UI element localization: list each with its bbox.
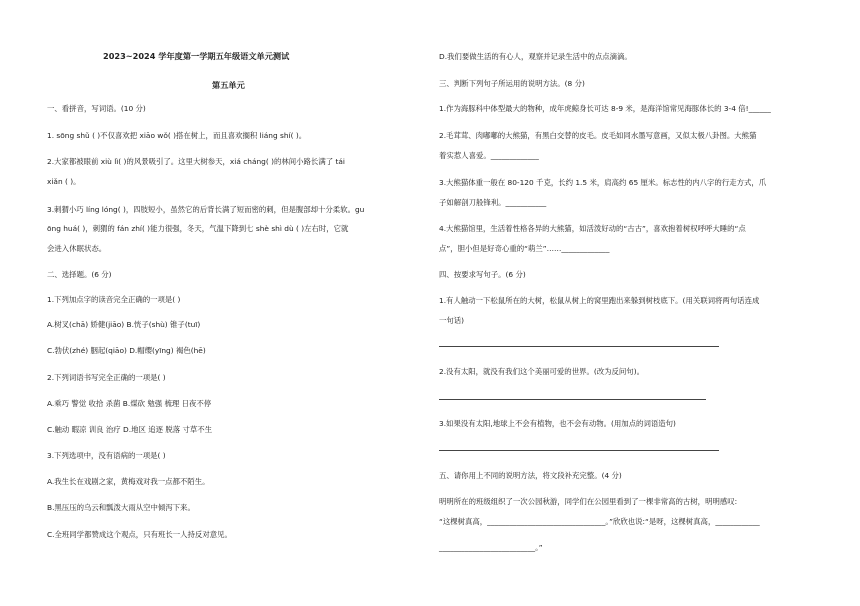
section-4-heading: 四、按要求写句子。(6 分) — [439, 270, 526, 279]
passage-text: 明明所在的班级组织了一次公园秋游，同学们在公园里看到了一棵非常高的古树，明明感叹: — [439, 497, 738, 506]
choice-option: B.黑压压的乌云和瓢泼大雨从空中倾泻下来。 — [47, 503, 195, 512]
question-text: 2.毛茸茸、肉嘟嘟的大熊猫，有黑白交替的皮毛。皮毛如同水墨写意画，又似太极八卦图。大熊猫 — [439, 131, 757, 140]
unit-title: 第五单元 — [212, 80, 245, 90]
choice-option: A.乘巧 警觉 收拾 杀菌 B.煤砍 勉强 梳理 日夜不停 — [47, 399, 212, 408]
answer-line[interactable] — [439, 346, 719, 347]
question-text: 3.如果没有太阳,地球上不会有植物，也不会有动物。(用加点的词语造句) — [439, 419, 676, 428]
choice-option: C.触动 暇凉 训良 治疗 D.地区 追逐 脱落 寸草不生 — [47, 425, 213, 434]
question-text: 1.下列加点字的读音完全正确的一项是( ) — [47, 295, 181, 304]
question-text: ōng huá( )，刺猬的 fán zhí( )能力很强，冬天，气温下降到七 shè shì dù ( )左右时，它就 — [47, 224, 349, 233]
question-text: xiǎn ( )。 — [47, 177, 81, 186]
question-text: 一句话) — [439, 316, 465, 325]
choice-option: C.勃伏(zhé) 胭起(qiāo) D.帽缨(yīng) 褐色(hē) — [47, 346, 206, 355]
choice-option: C.全班同学都赞成这个观点，只有班长一人持反对意见。 — [47, 530, 232, 539]
question-text: 2.下列词语书写完全正确的一项是( ) — [47, 373, 166, 382]
question-text: 2.大家都被眼前 xiù lì( )的风景吸引了。这里大树参天，xiá cháng( )的林间小路长满了 tái — [47, 157, 345, 166]
question-text: 子如解剖刀般锋利。___________ — [439, 198, 547, 207]
answer-line[interactable] — [439, 450, 719, 451]
section-3-heading: 三、判断下列句子所运用的说明方法。(8 分) — [439, 79, 585, 88]
question-text: 2.没有太阳，就没有我们这个美丽可爱的世界。(改为反问句)。 — [439, 367, 644, 376]
passage-text: “这棵树真高，________________________________。”欣欣也说:“是呀，这棵树真高，____________ — [439, 517, 760, 526]
answer-line[interactable] — [439, 399, 706, 400]
question-text: 着实惹人喜爱。_____________ — [439, 151, 539, 160]
choice-option: A.树叉(chā) 娇健(jiāo) B.恍子(shù) 锥子(tuī) — [47, 320, 201, 329]
question-text: 会进入休眠状态。 — [47, 244, 107, 253]
question-text: 3.刺猬小巧 líng lóng( )，四肢短小，虽然它的后背长满了短而密的刺，但是腹部却十分柔软。gu — [47, 205, 365, 214]
question-text: 3.下列选项中，没有语病的一项是( ) — [47, 451, 166, 460]
exam-title: 2023~2024 学年度第一学期五年级语文单元测试 — [103, 51, 290, 61]
question-text: 1.有人触动一下松鼠所在的大树，松鼠从树上的窝里跑出来躲到树枝底下。(用关联词将两句话连成 — [439, 296, 760, 305]
choice-option: A.我生长在戏剧之家，黄梅戏对我一点都不陌生。 — [47, 477, 210, 486]
question-text: 3.大熊猫体重一般在 80-120 千克，长约 1.5 米，肩高约 65 厘米。标志性的内八字的行走方式，爪 — [439, 178, 767, 187]
question-text: 4.大熊猫馆里，生活着性格各异的大熊猫，如活泼好动的“古古”，喜欢抱着树权呼呼大睡的“点 — [439, 224, 746, 233]
question-text: 1.作为海豚科中体型最大的物种，成年虎鲸身长可达 8-9 米，是海洋馆常见海豚体长的 3-4 倍!______ — [439, 104, 771, 113]
section-5-heading: 五、请你用上不同的说明方法，将文段补充完整。(4 分) — [439, 471, 622, 480]
section-2-heading: 二、选择题。(6 分) — [47, 270, 112, 279]
choice-option: D.我们要做生活的有心人，观察并记录生活中的点点滴滴。 — [439, 52, 632, 61]
question-text: 1. sōng shǔ ( )不仅喜欢把 xiāo wǒ( )搭在树上，而且喜欢搁积 liáng shí( )。 — [47, 131, 307, 140]
section-1-heading: 一、看拼音，写词语。(10 分) — [47, 104, 146, 113]
question-text: 点”，胆小但是好奇心重的“萌兰”……_____________ — [439, 244, 610, 253]
passage-text: __________________________。” — [439, 543, 543, 552]
